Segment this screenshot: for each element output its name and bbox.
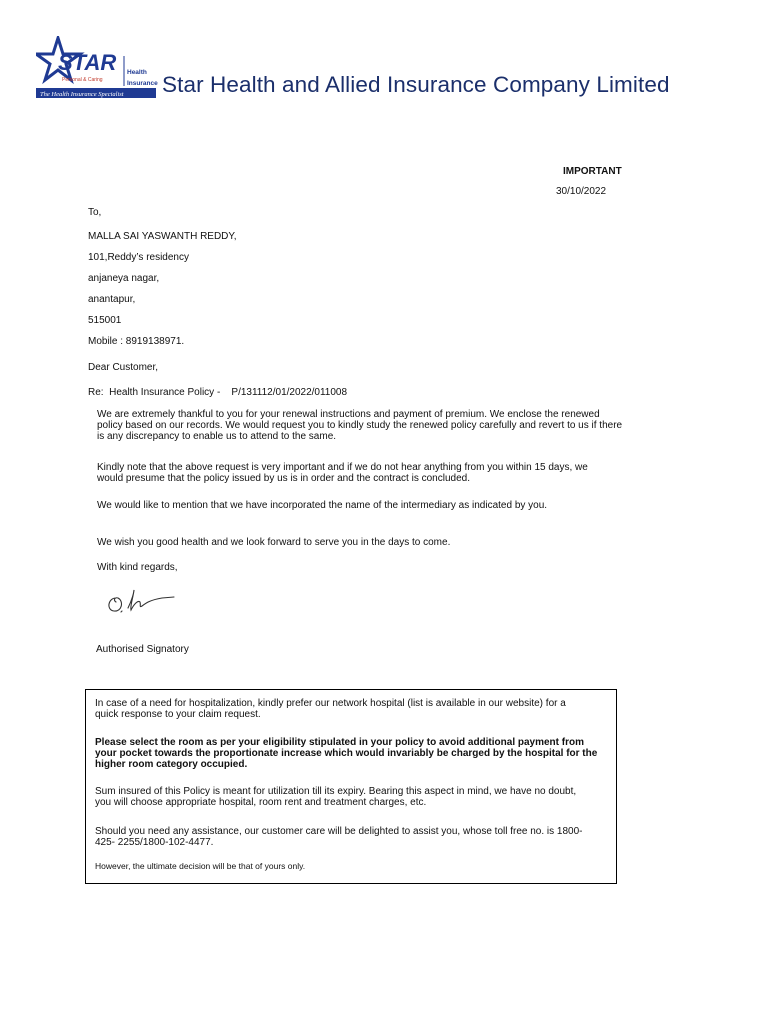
notice-box xyxy=(85,689,617,884)
letter-date: 30/10/2022 xyxy=(556,186,607,197)
address-pincode: 515001 xyxy=(88,315,122,326)
body-paragraph-4: We wish you good health and we look forward to serve you in the days to come. xyxy=(97,537,451,548)
reference-line: Re: Health Insurance Policy - P/131112/01/2022/011008 xyxy=(88,387,348,398)
address-line: anantapur, xyxy=(88,294,136,305)
svg-text:Personal & Caring: Personal & Caring xyxy=(62,77,103,83)
svg-text:Health: Health xyxy=(127,69,147,76)
address-name: MALLA SAI YASWANTH REDDY, xyxy=(88,231,237,242)
closing: With kind regards, xyxy=(97,562,178,573)
svg-text:Insurance: Insurance xyxy=(127,80,158,87)
to-label: To, xyxy=(88,207,102,218)
svg-text:The Health Insurance Specialis: The Health Insurance Specialist xyxy=(40,91,124,98)
notice-paragraph-2: Please select the room as per your eligibility stipulated in your policy to avoid additional payment from your pocket towards the proportionate increase which would invariably be charged by the hospital for the higher room category occupied. xyxy=(95,737,598,770)
notice-paragraph-3: Sum insured of this Policy is meant for utilization till its expiry. Bearing this aspect in mind, we have no doubt, you will choose appropriate hospital, room rent and treatment charges, etc. xyxy=(95,786,577,808)
notice-paragraph-1: In case of a need for hospitalization, kindly prefer our network hospital (list is available in our website) for a quick response to your claim request. xyxy=(95,698,566,720)
company-name: Star Health and Allied Insurance Company Limited xyxy=(162,72,670,97)
signature-icon xyxy=(104,586,176,618)
signature xyxy=(104,586,176,618)
notice-paragraph-5: However, the ultimate decision will be that of yours only. xyxy=(95,861,306,871)
important-label: IMPORTANT xyxy=(563,166,622,177)
notice-paragraph-4: Should you need any assistance, our customer care will be delighted to assist you, whose toll free no. is 1800-425- 2255/1800-102-4477. xyxy=(95,826,583,848)
body-paragraph-2: Kindly note that the above request is very important and if we do not hear anything from you within 15 days, we would presume that the policy issued by us is in order and the contract is concluded. xyxy=(97,462,588,484)
address-line: 101,Reddy’s residency xyxy=(88,252,189,263)
salutation: Dear Customer, xyxy=(88,362,159,373)
address-line: anjaneya nagar, xyxy=(88,273,160,284)
svg-text:STAR: STAR xyxy=(58,50,117,75)
body-paragraph-1: We are extremely thankful to you for your renewal instructions and payment of premium. We enclose the renewed policy based on our records. We would request you to kindly study the renewed policy carefully and revert to us if there is any discrepancy to enable us to attend to the same. xyxy=(97,409,623,442)
company-logo xyxy=(36,36,160,102)
body-paragraph-3: We would like to mention that we have incorporated the name of the intermediary as indicated by you. xyxy=(97,500,548,511)
address-mobile: Mobile : 8919138971. xyxy=(88,336,185,347)
star-logo-icon xyxy=(36,36,160,102)
signatory-label: Authorised Signatory xyxy=(96,644,189,655)
